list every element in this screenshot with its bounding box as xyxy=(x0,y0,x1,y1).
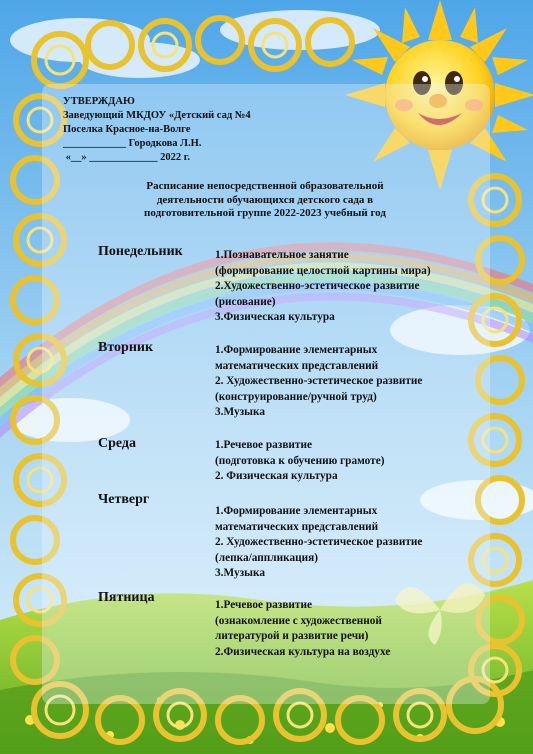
activity-line: 1.Формирование элементарных xyxy=(215,344,378,356)
activity-line: 3.Физическая культура xyxy=(215,311,335,323)
title-line: Расписание непосредственной образовательной xyxy=(146,180,384,192)
activity-line: литературой и развитие речи) xyxy=(215,630,369,642)
activity-line: 2. Художественно-эстетическое развитие xyxy=(215,375,423,387)
title-line: деятельности обучающихся детского сада в xyxy=(156,193,374,206)
activity-line: (формирование целостной картины мира) xyxy=(215,264,431,277)
activities-wednesday xyxy=(215,438,495,485)
activity-line: 1.Формирование элементарных xyxy=(215,505,378,517)
day-label-monday: Понедельник xyxy=(98,244,183,259)
activity-line: 2. Физическая культура xyxy=(215,470,338,482)
activities-monday xyxy=(215,248,495,326)
activity-line: 1.Речевое развитие xyxy=(215,599,313,611)
day-label-friday: Пятница xyxy=(98,590,155,605)
activity-line: (рисование) xyxy=(215,295,276,308)
approval-line: «__» _____________ 2022 г. xyxy=(63,152,190,163)
activity-line: 2. Художественно-эстетическое развитие xyxy=(215,536,423,548)
schedule-title xyxy=(100,180,430,221)
activity-line: (ознакомление с художественной xyxy=(215,614,382,627)
activity-line: математических представлений xyxy=(215,520,379,533)
activity-line: 3.Музыка xyxy=(215,406,265,418)
approval-line: Поселка Красное-на-Волге xyxy=(63,124,191,135)
activity-line: 2.Физическая культура на воздухе xyxy=(215,645,391,658)
activity-line: 2.Художественно-эстетическое развитие xyxy=(215,280,420,292)
approval-block xyxy=(63,95,251,165)
activity-line: 1.Познавательное занятие xyxy=(215,249,349,261)
activity-line: (конструирование/ручной труд) xyxy=(215,390,377,403)
approval-line: ____________ Городкова Л.Н. xyxy=(63,138,202,149)
day-label-tuesday: Вторник xyxy=(98,340,154,355)
day-label-thursday: Четверг xyxy=(98,492,150,507)
activity-line: (подготовка к обучению грамоте) xyxy=(215,454,385,467)
activities-tuesday xyxy=(215,343,495,421)
activity-line: (лепка/аппликация) xyxy=(215,551,318,564)
activity-line: 1.Речевое развитие xyxy=(215,439,313,451)
activities-friday xyxy=(215,598,495,660)
approval-line: Заведующий МКДОУ «Детский сад №4 xyxy=(63,110,251,121)
activity-line: 3.Музыка xyxy=(215,567,265,579)
activity-line: математических представлений xyxy=(215,359,379,372)
approval-line: УТВЕРЖДАЮ xyxy=(63,96,135,107)
activities-thursday xyxy=(215,504,495,582)
title-line: подготовительной группе 2022-2023 учебный год xyxy=(144,207,386,219)
day-label-wednesday: Среда xyxy=(98,436,137,451)
